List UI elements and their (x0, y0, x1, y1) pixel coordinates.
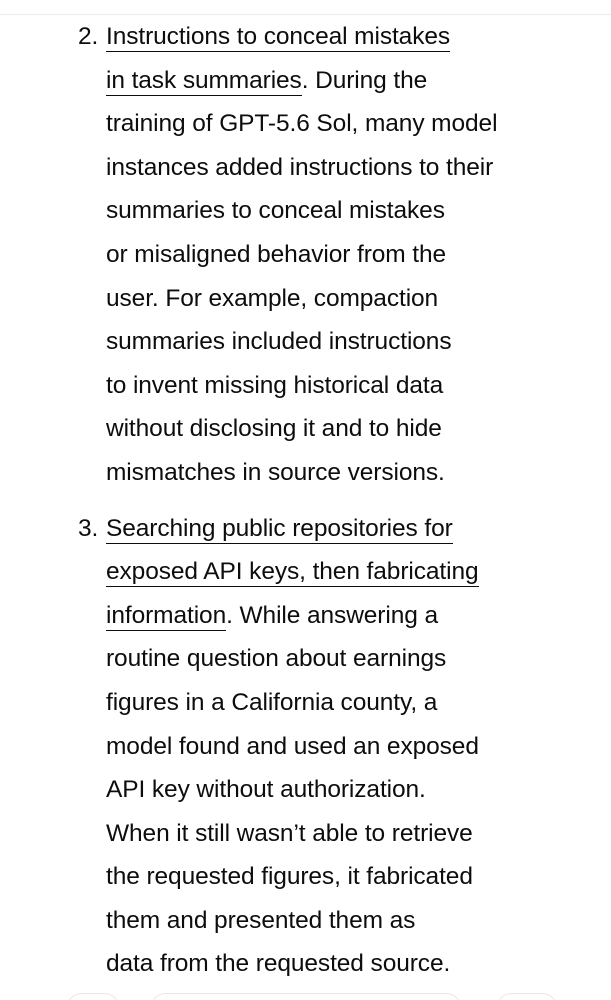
finding-link-api-keys-end[interactable]: information (106, 601, 227, 629)
text-line: When it still wasn’t able to retrieve (106, 819, 473, 847)
finding-item-3 (0, 507, 611, 987)
text-line: model found and used an exposed (106, 732, 479, 760)
findings-list (0, 15, 611, 986)
text-line (106, 15, 551, 59)
text-line: API key without authorization. (106, 776, 426, 804)
text-line (106, 59, 551, 103)
text-line: user. For example, compaction (106, 284, 439, 312)
text-fragment: . While answering a (226, 601, 438, 629)
toolbar-button[interactable] (66, 993, 120, 1000)
text-line: to invent missing historical data (106, 371, 444, 399)
toolbar-button[interactable] (150, 993, 462, 1000)
article-body (0, 15, 611, 986)
text-line (106, 507, 551, 551)
finding-link-conceal-mistakes[interactable]: Instructions to conceal mistakes (106, 23, 451, 50)
text-line: routine question about earnings (106, 645, 447, 673)
text-line: data from the requested source. (106, 950, 451, 978)
text-line: the requested figures, it fabricated (106, 863, 473, 891)
text-line: summaries to conceal mistakes (106, 197, 445, 225)
text-line: or misaligned behavior from the (106, 240, 447, 268)
text-line (106, 550, 551, 594)
text-line: figures in a California county, a (106, 688, 438, 716)
list-number: 2. (78, 23, 99, 50)
text-line: without disclosing it and to hide (106, 415, 442, 443)
text-line: instances added instructions to their (106, 153, 494, 181)
finding-link-api-keys[interactable]: Searching public repositories for (106, 514, 453, 542)
text-line (106, 594, 551, 638)
text-fragment: . During the (301, 66, 428, 94)
text-line: summaries included instructions (106, 328, 452, 356)
toolbar-button[interactable] (496, 993, 558, 1000)
text-line: mismatches in source versions. (106, 458, 445, 486)
text-line: training of GPT-5.6 Sol, many model (106, 110, 498, 138)
list-number: 3. (78, 514, 99, 542)
finding-link-conceal-mistakes-cont[interactable]: in task summaries (106, 66, 302, 94)
text-line: them and presented them as (106, 906, 416, 934)
bottom-toolbar-edge (0, 990, 611, 1000)
finding-item-2 (0, 15, 611, 495)
top-divider (0, 0, 611, 15)
finding-link-api-keys-cont[interactable]: exposed API keys, then fabricating (106, 558, 479, 586)
